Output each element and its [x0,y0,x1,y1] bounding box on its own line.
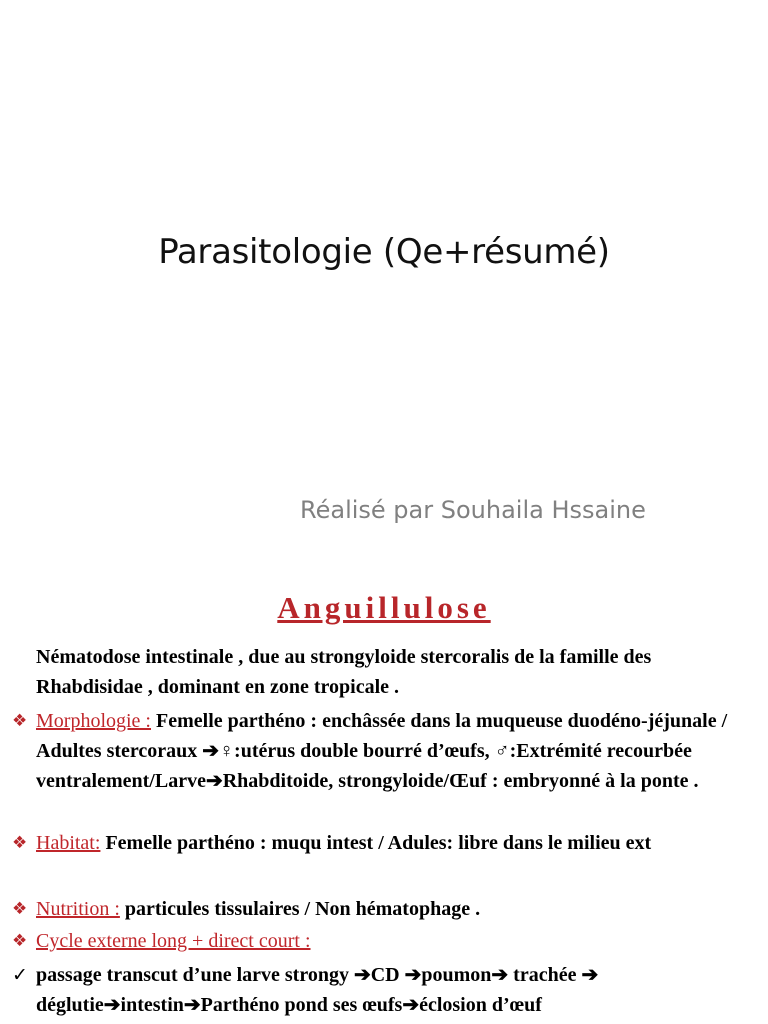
diamond-bullet-icon: ❖ [12,931,28,951]
bullet-label: Habitat: [36,832,101,854]
diamond-bullet-icon: ❖ [12,833,28,853]
bullet-passage [10,960,754,1020]
section-heading: Anguillulose [277,590,491,625]
bullet-label: Nutrition : [36,898,120,920]
bullet-cycle [10,926,754,956]
bullet-text: passage transcut d’une larve strongy ➔CD ➔poumon➔ trachée ➔ déglutie➔intestin➔Parthéno pond ses œufs➔éclosion d’œuf [36,964,599,1016]
bullet-text: Femelle parthéno : muqu intest / Adules: libre dans le milieu ext [105,832,652,854]
diamond-bullet-icon: ❖ [12,711,28,731]
bullet-text: particules tissulaires / Non hématophage . [124,898,481,920]
diamond-bullet-icon: ❖ [12,899,28,919]
checkmark-icon: ✓ [12,964,28,986]
bullet-label: Morphologie : [36,710,151,732]
intro-paragraph: Nématodose intestinale , due au strongyloide stercoralis de la famille des Rhabdisidae , dominant en zone tropicale . [36,646,652,698]
author-subtitle: Réalisé par Souhaila Hssaine [300,496,646,524]
bullet-morphologie [10,706,754,796]
bullet-habitat [10,828,754,858]
document-title: Parasitologie (Qe+résumé) [158,232,610,272]
bullet-nutrition [10,894,754,924]
bullet-text: Femelle parthéno : enchâssée dans la muqueuse duodéno-jéjunale / Adultes stercoraux ➔♀:utérus double bourré d’œufs, ♂:Extrémité recourbée ventralement/Larve➔Rhabditoide, strongyloide/Œuf : embryonné à la ponte . [36,710,728,792]
bullet-label: Cycle externe long + direct court : [36,930,311,952]
